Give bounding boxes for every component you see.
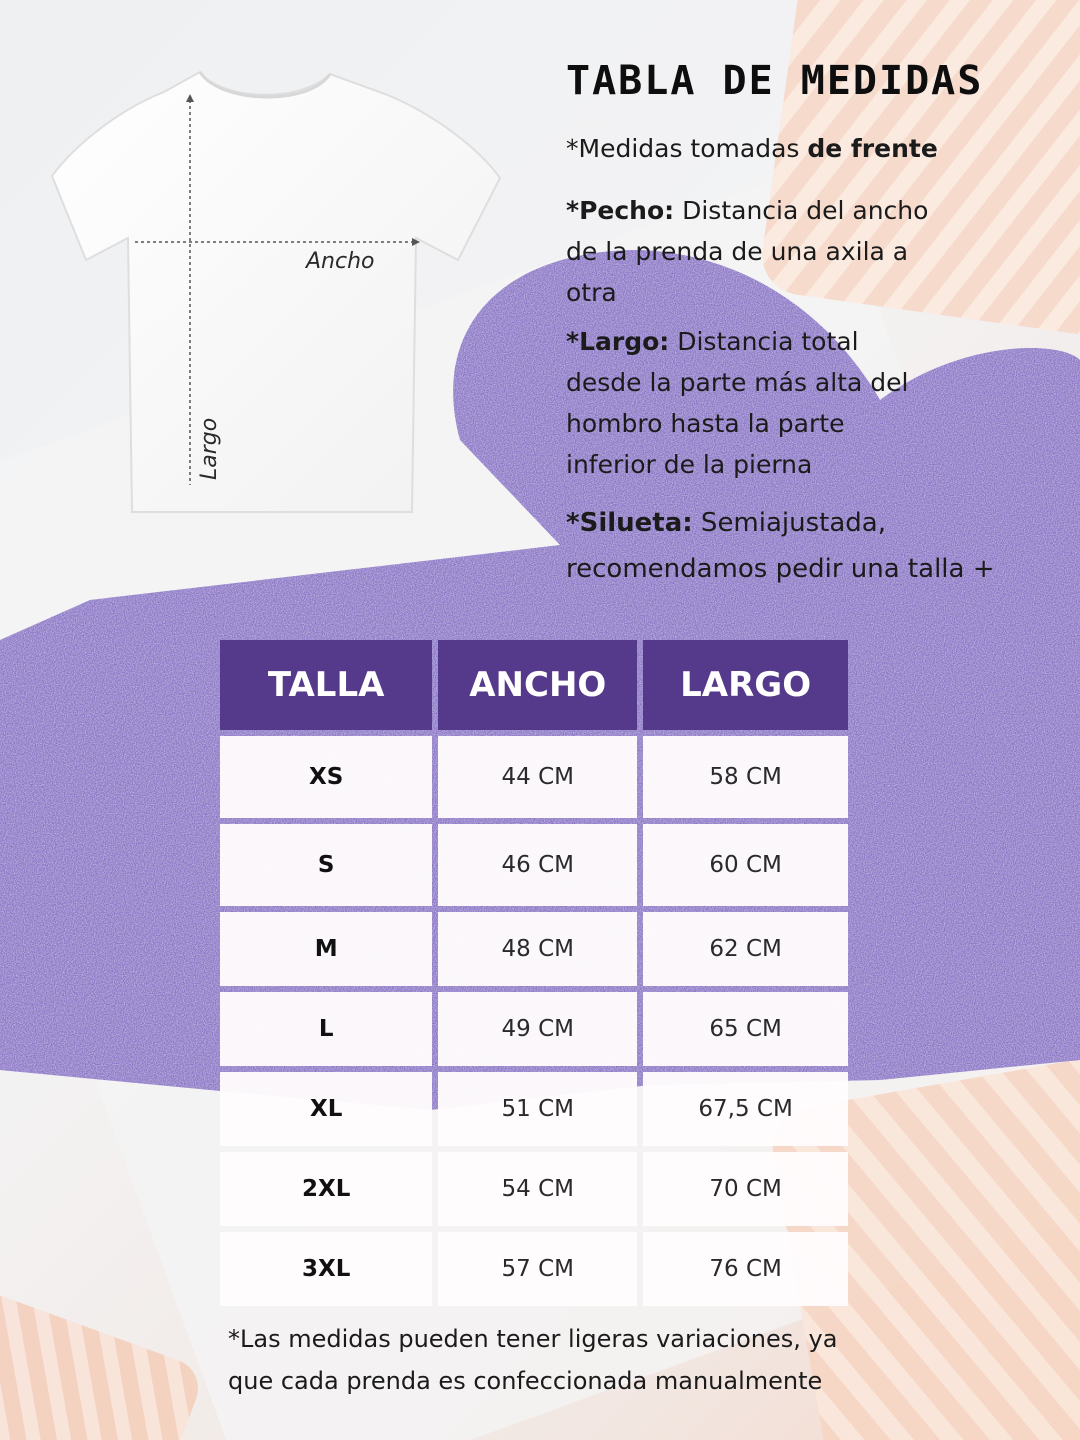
note-largo-text: Distancia total desde la parte más alta del hombro hasta la parte inferior de la pierna xyxy=(566,327,909,479)
note-pecho xyxy=(566,190,946,313)
largo-cell: 70 CM xyxy=(643,1152,848,1226)
largo-cell: 62 CM xyxy=(643,912,848,986)
table-row xyxy=(220,912,848,986)
size-table-header xyxy=(220,640,848,730)
note-front-bold: de frente xyxy=(807,134,938,163)
ancho-cell: 57 CM xyxy=(438,1232,637,1306)
note-silueta-text: Semiajustada, recomendamos pedir una talla + xyxy=(566,508,995,584)
size-cell: 3XL xyxy=(220,1232,432,1306)
ancho-cell: 44 CM xyxy=(438,736,637,818)
header-ancho: ANCHO xyxy=(438,640,637,730)
table-row xyxy=(220,1072,848,1146)
page-title: TABLA DE MEDIDAS xyxy=(566,58,984,104)
largo-cell: 67,5 CM xyxy=(643,1072,848,1146)
note-pecho-text: Distancia del ancho de la prenda de una axila a otra xyxy=(566,196,929,307)
footer-note: *Las medidas pueden tener ligeras variaciones, ya que cada prenda es confeccionada manualmente xyxy=(228,1325,838,1395)
ancho-cell: 54 CM xyxy=(438,1152,637,1226)
size-cell: XL xyxy=(220,1072,432,1146)
table-row xyxy=(220,736,848,818)
largo-label: Largo xyxy=(197,417,222,480)
table-row xyxy=(220,1152,848,1226)
table-row xyxy=(220,1232,848,1306)
size-cell: S xyxy=(220,824,432,906)
tshirt-illustration xyxy=(40,60,520,530)
table-row xyxy=(220,824,848,906)
table-row xyxy=(220,992,848,1066)
note-front-text: *Medidas tomadas xyxy=(566,134,808,163)
note-silueta-label: *Silueta: xyxy=(566,508,693,538)
note-front xyxy=(566,128,1066,169)
tshirt-body xyxy=(52,72,500,512)
header-talla: TALLA xyxy=(220,640,432,730)
note-largo-label: *Largo: xyxy=(566,327,670,356)
ancho-cell: 48 CM xyxy=(438,912,637,986)
largo-cell: 60 CM xyxy=(643,824,848,906)
note-silueta xyxy=(566,500,1036,592)
ancho-cell: 49 CM xyxy=(438,992,637,1066)
largo-cell: 65 CM xyxy=(643,992,848,1066)
ancho-cell: 46 CM xyxy=(438,824,637,906)
largo-cell: 58 CM xyxy=(643,736,848,818)
size-cell: XS xyxy=(220,736,432,818)
largo-cell: 76 CM xyxy=(643,1232,848,1306)
size-cell: 2XL xyxy=(220,1152,432,1226)
size-table xyxy=(214,634,854,1312)
size-cell: L xyxy=(220,992,432,1066)
ancho-label: Ancho xyxy=(306,249,375,274)
note-largo xyxy=(566,321,936,485)
header-largo: LARGO xyxy=(643,640,848,730)
size-cell: M xyxy=(220,912,432,986)
ancho-cell: 51 CM xyxy=(438,1072,637,1146)
note-pecho-label: *Pecho: xyxy=(566,196,675,225)
